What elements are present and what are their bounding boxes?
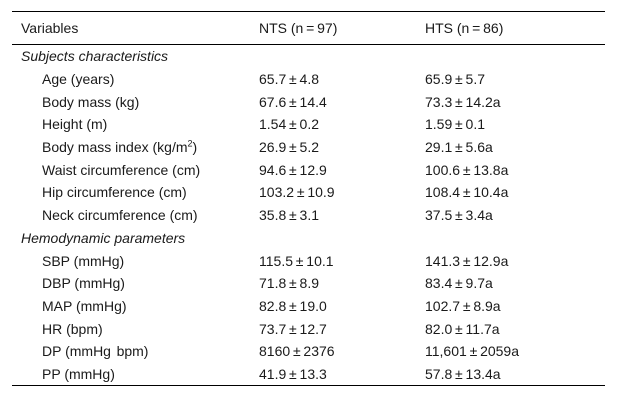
hts-cell: 65.9 ± 5.7 — [425, 71, 485, 88]
variable-cell: Body mass (kg) — [42, 93, 140, 110]
variable-cell: Height (m) — [42, 116, 108, 133]
table-row — [12, 68, 605, 91]
hts-cell: 1.59 ± 0.1 — [425, 116, 485, 133]
variable-cell: PP (mmHg) — [12, 363, 250, 386]
variable-cell: Neck circumference (cm) — [42, 207, 198, 224]
section-row-hemodynamic — [12, 227, 605, 250]
nts-cell: 1.54 ± 0.2 — [259, 116, 319, 133]
hts-cell: 141.3 ± 12.9a — [425, 252, 509, 269]
variable-cell: SBP (mmHg) — [42, 252, 125, 269]
results-table — [12, 11, 605, 386]
table-row — [12, 249, 605, 272]
hts-cell: 11,601 ± 2059a — [425, 343, 520, 360]
table-row — [12, 295, 605, 318]
hts-cell: 102.7 ± 8.9a — [425, 297, 501, 314]
nts-cell: 82.8 ± 19.0 — [259, 297, 327, 314]
table-row — [12, 136, 605, 159]
section-row-subjects — [12, 45, 605, 68]
variable-cell: MAP (mmHg) — [42, 297, 127, 314]
hts-cell: 82.0 ± 11.7a — [425, 320, 500, 337]
hts-cell: 29.1 ± 5.6a — [425, 139, 493, 156]
hts-cell: 73.3 ± 14.2a — [425, 93, 501, 110]
nts-cell: 67.6 ± 14.4 — [259, 93, 327, 110]
nts-cell: 41.9 ± 13.3 — [250, 363, 416, 386]
variable-cell: HR (bpm) — [42, 320, 103, 337]
table-row — [12, 90, 605, 113]
table-row — [12, 317, 605, 340]
nts-cell: 73.7 ± 12.7 — [259, 320, 327, 337]
variable-cell: Hip circumference (cm) — [42, 184, 187, 201]
hts-cell: 108.4 ± 10.4a — [425, 184, 509, 201]
hts-cell: 100.6 ± 13.8a — [425, 161, 509, 178]
nts-cell: 115.5 ± 10.1 — [259, 252, 334, 269]
variable-cell: DBP (mmHg) — [42, 275, 125, 292]
variable-cell — [12, 136, 250, 159]
hts-cell: 83.4 ± 9.7a — [425, 275, 493, 292]
table-header — [12, 12, 605, 45]
table-row — [12, 158, 605, 181]
nts-cell: 94.6 ± 12.9 — [259, 161, 327, 178]
table-row — [12, 113, 605, 136]
header-row — [12, 12, 605, 45]
variable-cell: Waist circumference (cm) — [42, 161, 201, 178]
variable-cell: Age (years) — [42, 71, 115, 88]
section-title: Hemodynamic parameters — [21, 229, 186, 246]
nts-cell: 35.8 ± 3.1 — [259, 207, 319, 224]
variable-superscript: 2 — [187, 138, 193, 149]
nts-cell: 26.9 ± 5.2 — [259, 139, 319, 156]
header-variables: Variables — [12, 12, 250, 45]
variable-text-after: ) — [192, 139, 198, 156]
nts-cell: 103.2 ± 10.9 — [259, 184, 335, 201]
variable-cell: DP (mmHg bpm) — [42, 343, 149, 360]
table-body — [12, 45, 605, 386]
table-row — [12, 272, 605, 295]
hts-cell: 57.8 ± 13.4a — [416, 363, 605, 386]
header-hts: HTS (n = 86) — [416, 12, 605, 45]
section-title: Subjects characteristics — [21, 48, 169, 65]
nts-cell: 65.7 ± 4.8 — [259, 71, 319, 88]
table-row — [12, 363, 605, 386]
hts-cell: 37.5 ± 3.4a — [425, 207, 493, 224]
table-row — [12, 340, 605, 363]
table-row — [12, 204, 605, 227]
nts-cell: 71.8 ± 8.9 — [259, 275, 319, 292]
table-row — [12, 181, 605, 204]
variable-text: Body mass index (kg/m — [42, 139, 188, 156]
nts-cell: 8160 ± 2376 — [259, 343, 335, 360]
header-nts: NTS (n = 97) — [250, 12, 416, 45]
